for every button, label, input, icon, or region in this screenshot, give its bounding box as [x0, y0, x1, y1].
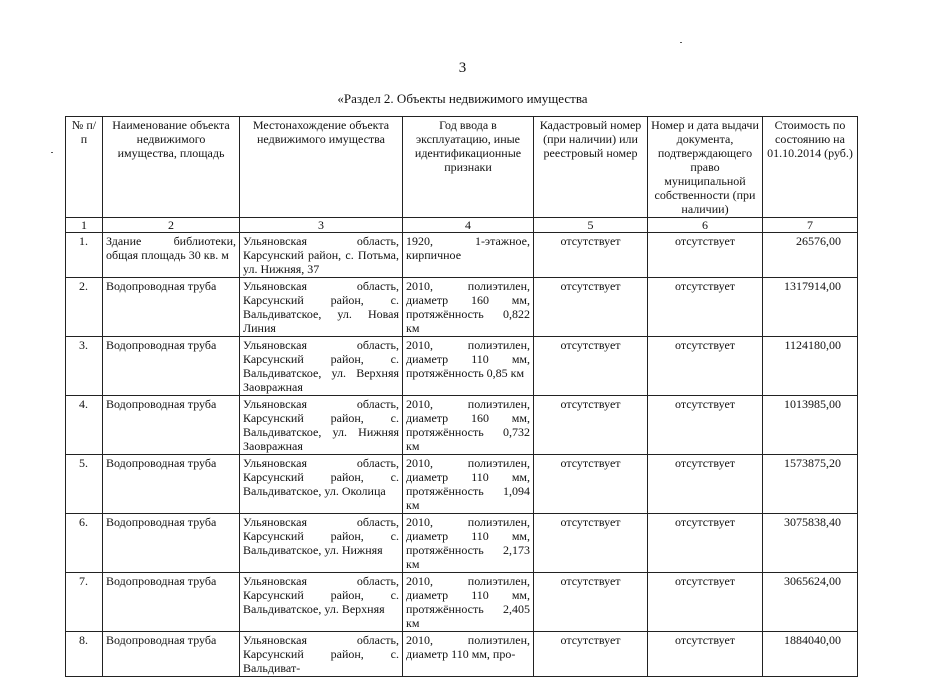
row-number: 4. [66, 396, 103, 455]
object-location: Ульяновская область, Карсунский район, с. Вальдиват- [240, 632, 403, 677]
object-cost: 1013985,00 [763, 396, 858, 455]
ownership-document: отсутствует [648, 278, 763, 337]
object-cost: 1124180,00 [763, 337, 858, 396]
object-features: 2010, полиэтилен, диаметр 110 мм, про- [403, 632, 534, 677]
ownership-document: отсутствует [648, 514, 763, 573]
column-number: 2 [103, 218, 240, 233]
object-features: 2010, полиэтилен, диаметр 110 мм, протяжённость 2,405 км [403, 573, 534, 632]
row-number: 3. [66, 337, 103, 396]
object-name: Водопроводная труба [103, 573, 240, 632]
scan-speck [51, 152, 53, 153]
object-features: 2010, полиэтилен, диаметр 110 мм, протяжённость 2,173 км [403, 514, 534, 573]
object-cost: 1884040,00 [763, 632, 858, 677]
table-row [66, 514, 858, 573]
table-header-row [66, 117, 858, 218]
cadastral-number: отсутствует [534, 573, 648, 632]
ownership-document: отсутствует [648, 573, 763, 632]
object-features: 1920, 1-этажное, кирпичное [403, 233, 534, 278]
cadastral-number: отсутствует [534, 396, 648, 455]
object-name: Водопроводная труба [103, 337, 240, 396]
cadastral-number: отсутствует [534, 337, 648, 396]
cadastral-number: отсутствует [534, 632, 648, 677]
ownership-document: отсутствует [648, 233, 763, 278]
object-location: Ульяновская область, Карсунский район, с. Вальдиватское, ул. Околица [240, 455, 403, 514]
page-number: 3 [458, 60, 467, 76]
table-row [66, 278, 858, 337]
header-name: Наименование объекта недвижимого имущества, площадь [103, 117, 240, 218]
column-number: 4 [403, 218, 534, 233]
ownership-document: отсутствует [648, 455, 763, 514]
column-number: 7 [763, 218, 858, 233]
row-number: 6. [66, 514, 103, 573]
row-number: 7. [66, 573, 103, 632]
header-number: № п/п [66, 117, 103, 218]
column-number-row [66, 218, 858, 233]
object-features: 2010, полиэтилен, диаметр 110 мм, протяжённость 0,85 км [403, 337, 534, 396]
object-location: Ульяновская область, Карсунский район, с. Вальдиватское, ул. Нижняя [240, 514, 403, 573]
object-features: 2010, полиэтилен, диаметр 160 мм, протяжённость 0,732 км [403, 396, 534, 455]
header-cost: Стоимость по состоянию на 01.10.2014 (руб.) [763, 117, 858, 218]
object-name: Здание библиотеки, общая площадь 30 кв. м [103, 233, 240, 278]
object-name: Водопроводная труба [103, 455, 240, 514]
cadastral-number: отсутствует [534, 455, 648, 514]
object-location: Ульяновская область, Карсунский район, с. Потьма, ул. Нижняя, 37 [240, 233, 403, 278]
row-number: 5. [66, 455, 103, 514]
column-number: 5 [534, 218, 648, 233]
object-location: Ульяновская область, Карсунский район, с. Вальдиватское, ул. Новая Линия [240, 278, 403, 337]
ownership-document: отсутствует [648, 396, 763, 455]
table-row [66, 455, 858, 514]
row-number: 2. [66, 278, 103, 337]
table-row [66, 337, 858, 396]
ownership-document: отсутствует [648, 337, 763, 396]
object-location: Ульяновская область, Карсунский район, с. Вальдиватское, ул. Верхняя [240, 573, 403, 632]
table-row [66, 573, 858, 632]
section-title: «Раздел 2. Объекты недвижимого имущества [337, 91, 588, 106]
object-cost: 3075838,40 [763, 514, 858, 573]
property-table [65, 116, 858, 677]
table-row [66, 233, 858, 278]
object-name: Водопроводная труба [103, 514, 240, 573]
object-name: Водопроводная труба [103, 278, 240, 337]
object-location: Ульяновская область, Карсунский район, с. Вальдиватское, ул. Верхняя Заовражная [240, 337, 403, 396]
property-table-container [65, 116, 857, 675]
table-row [66, 632, 858, 677]
ownership-document: отсутствует [648, 632, 763, 677]
scan-speck [680, 42, 682, 43]
header-cadastral: Кадастровый номер (при наличии) или реестровый номер [534, 117, 648, 218]
object-cost: 1573875,20 [763, 455, 858, 514]
object-features: 2010, полиэтилен, диаметр 110 мм, протяжённость 1,094 км [403, 455, 534, 514]
object-location: Ульяновская область, Карсунский район, с. Вальдиватское, ул. Нижняя Заовражная [240, 396, 403, 455]
column-number: 6 [648, 218, 763, 233]
cadastral-number: отсутствует [534, 514, 648, 573]
header-document: Номер и дата выдачи документа, подтверждающего право муниципальной собственности (при наличии) [648, 117, 763, 218]
column-number: 1 [66, 218, 103, 233]
cadastral-number: отсутствует [534, 278, 648, 337]
cadastral-number: отсутствует [534, 233, 648, 278]
row-number: 8. [66, 632, 103, 677]
column-number: 3 [240, 218, 403, 233]
object-features: 2010, полиэтилен, диаметр 160 мм, протяжённость 0,822 км [403, 278, 534, 337]
table-row [66, 396, 858, 455]
object-name: Водопроводная труба [103, 396, 240, 455]
object-cost: 26576,00 [763, 233, 858, 278]
row-number: 1. [66, 233, 103, 278]
object-cost: 3065624,00 [763, 573, 858, 632]
object-name: Водопроводная труба [103, 632, 240, 677]
header-location: Местонахождение объекта недвижимого имущества [240, 117, 403, 218]
header-features: Год ввода в эксплуатацию, иные идентификационные признаки [403, 117, 534, 218]
object-cost: 1317914,00 [763, 278, 858, 337]
